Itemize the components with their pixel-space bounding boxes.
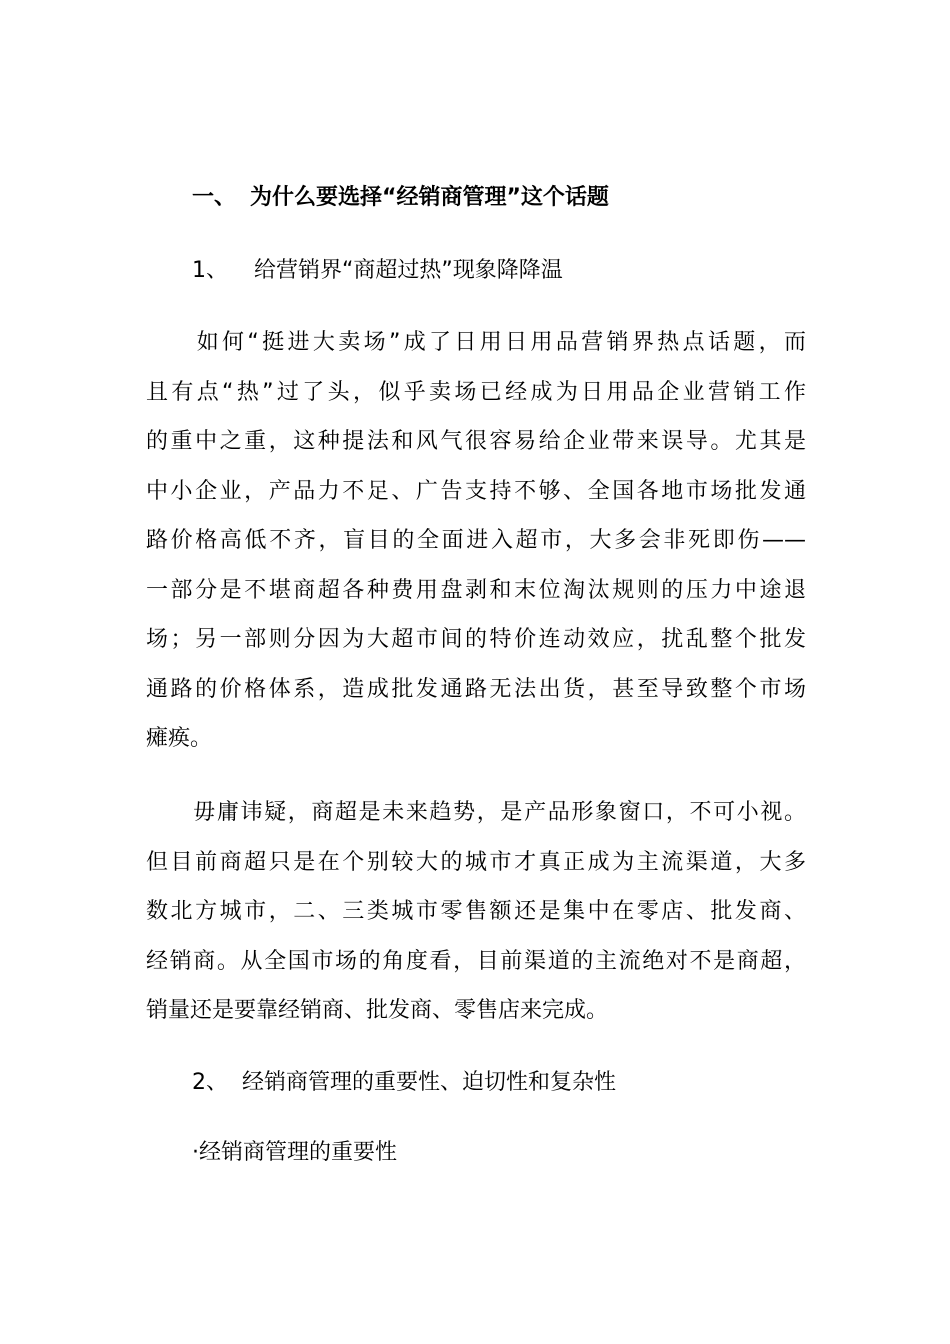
paragraph-line: 瘫痪。 — [146, 726, 213, 751]
section-heading-2 — [192, 1068, 616, 1098]
paragraph-line: 的重中之重，这种提法和风气很容易给企业带来误导。尤其是 — [146, 429, 806, 454]
chapter-number: 一、 — [192, 185, 237, 210]
paragraph-line: 数北方城市，二、三类城市零售额还是集中在零店、批发商、 — [146, 899, 806, 924]
section-title-2: 经销商管理的重要性、迫切性和复杂性 — [242, 1070, 617, 1095]
paragraph-line: 如何“挺进大卖场”成了日用日用品营销界热点话题，而 — [146, 330, 806, 355]
paragraph-line: 毋庸讳疑，商超是未来趋势，是产品形象窗口，不可小视。 — [146, 800, 806, 825]
paragraph-line: 中小企业，产品力不足、广告支持不够、全国各地市场批发通 — [146, 478, 806, 504]
paragraph-line: 场；另一部则分因为大超市间的特价连动效应，扰乱整个批发 — [146, 627, 806, 652]
paragraph-line: 通路的价格体系，造成批发通路无法出货，甚至导致整个市场 — [146, 676, 806, 702]
paragraph-line: 经销商。从全国市场的角度看，目前渠道的主流绝对不是商超， — [146, 948, 806, 974]
paragraph-line: 但目前商超只是在个别较大的城市才真正成为主流渠道，大多 — [146, 849, 806, 875]
chapter-heading — [192, 183, 609, 213]
section-title-1: 给营销界“商超过热”现象降降温 — [254, 258, 563, 283]
paragraph-line: 路价格高低不齐，盲目的全面进入超市，大多会非死即伤—— — [146, 528, 806, 553]
body-paragraph-1 — [146, 318, 806, 764]
paragraph-line: 且有点“热”过了头，似乎卖场已经成为日用品企业营销工作 — [146, 379, 806, 405]
paragraph-line: 一部分是不堪商超各种费用盘剥和末位淘汰规则的压力中途退 — [146, 577, 806, 603]
paragraph-line: 销量还是要靠经销商、批发商、零售店来完成。 — [146, 998, 609, 1023]
section-number-1: 1、 — [192, 258, 228, 283]
body-paragraph-2 — [146, 788, 806, 1036]
section-number-2: 2、 — [192, 1070, 228, 1095]
chapter-title: 为什么要选择“经销商管理”这个话题 — [250, 185, 609, 210]
section-heading-1 — [192, 256, 563, 286]
subsection-heading: ·经销商管理的重要性 — [192, 1140, 397, 1165]
